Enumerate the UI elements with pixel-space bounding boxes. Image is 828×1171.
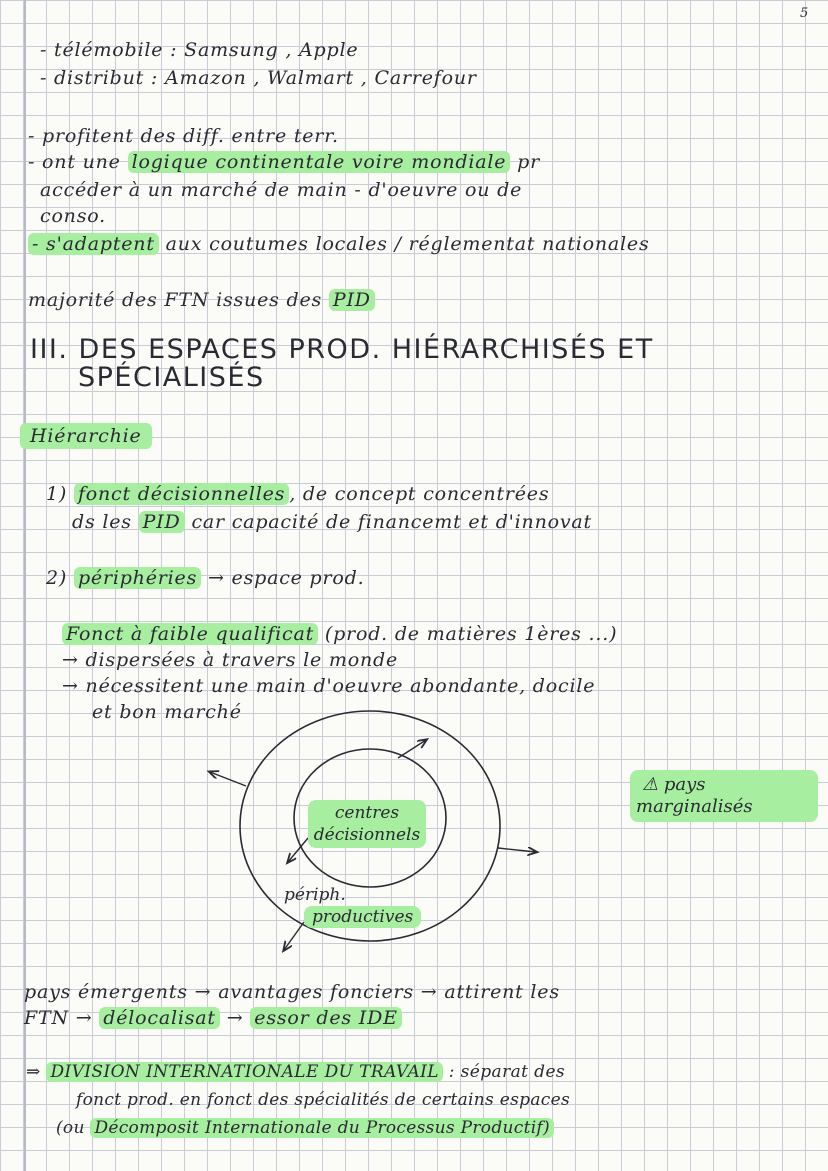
- highlight-peripheries: périphéries: [74, 567, 201, 589]
- text-line-3: - profitent des diff. entre terr.: [28, 125, 339, 147]
- warning-note: [630, 770, 818, 822]
- highlight-s-adaptent: - s'adaptent: [28, 233, 159, 255]
- text-line-6: conso.: [40, 205, 107, 227]
- center-label-line-2: décisionnels: [313, 825, 421, 845]
- highlight-pid-2: PID: [139, 511, 185, 533]
- text-line-8: [28, 288, 375, 312]
- text-line-7: [28, 232, 650, 256]
- point-2-number: 2): [46, 567, 68, 589]
- warning-note-line-1: ⚠ pays: [642, 774, 706, 795]
- highlight-delocalisat: délocalisat: [99, 1007, 220, 1029]
- outer-label-line-1: périph.: [284, 885, 346, 905]
- bottom-line-2-pre: FTN →: [24, 1007, 93, 1029]
- bottom-line-3-post: : séparat des: [448, 1062, 566, 1082]
- highlight-pid: PID: [329, 289, 375, 311]
- section-title-line-1: III. DES ESPACES PROD. HIÉRARCHISÉS ET: [30, 334, 654, 365]
- text-line-5: accéder à un marché de main - d'oeuvre ou de: [40, 179, 523, 201]
- point-1-number: 1): [46, 483, 68, 505]
- bottom-line-2-mid: →: [226, 1007, 244, 1029]
- text-line-4-pre: - ont une: [28, 151, 121, 173]
- point-1-post: , de concept concentrées: [289, 483, 550, 505]
- highlight-logique: logique continentale voire mondiale: [128, 151, 511, 173]
- warning-note-line-2: marginalisés: [636, 796, 753, 817]
- arrow-inner-up: [398, 740, 426, 758]
- point-2-line-3: → dispersées à travers le monde: [62, 649, 398, 671]
- point-2-line-4: → nécessitent une main d'oeuvre abondante, docile: [62, 675, 596, 697]
- highlight-essor-ide: essor des IDE: [250, 1007, 402, 1029]
- highlight-faible-qualificat: Fonct à faible qualificat: [62, 623, 318, 645]
- point-1-line-2-pre: ds les: [72, 511, 132, 533]
- arrow-outer-left: [210, 772, 246, 786]
- point-1-line-1: [46, 482, 549, 506]
- subheading-hierarchie: [20, 424, 152, 448]
- center-label-line-1: centres: [334, 803, 400, 823]
- point-1-line-2: [72, 510, 592, 534]
- highlight-hierarchie: Hiérarchie: [20, 423, 152, 449]
- bottom-line-5-pre: (ou: [56, 1118, 85, 1138]
- point-2-line-5: et bon marché: [92, 701, 242, 723]
- text-line-4-post: pr: [517, 151, 540, 173]
- point-2-line-1: [46, 566, 364, 590]
- outer-label-line-2: productives: [304, 906, 421, 928]
- bottom-line-5: [56, 1116, 554, 1140]
- text-line-7-post: aux coutumes locales / réglementat nationales: [165, 233, 650, 255]
- center-label: [308, 800, 426, 848]
- point-2-line-2-post: (prod. de matières 1ères ...): [324, 623, 618, 645]
- bottom-line-1: pays émergents → avantages fonciers → attirent les: [24, 981, 560, 1003]
- bottom-line-4: fonct prod. en fonct des spécialités de certains espaces: [76, 1090, 570, 1110]
- concentric-diagram: [180, 700, 560, 964]
- point-2-line-2: [62, 622, 617, 646]
- point-1-line-2-post: car capacité de financemt et d'innovat: [191, 511, 592, 533]
- section-title-line-2: SPÉCIALISÉS: [78, 362, 265, 393]
- bottom-line-3-pre: ⇒: [26, 1062, 41, 1082]
- arrow-outer-right: [498, 848, 536, 852]
- highlight-decomposit: Décomposit Internationale du Processus Productif): [90, 1118, 554, 1138]
- page-number: 5: [800, 6, 809, 21]
- highlight-division-internationale: DIVISION INTERNATIONALE DU TRAVAIL: [46, 1062, 442, 1082]
- bottom-line-2: [24, 1006, 402, 1030]
- text-line-8-pre: majorité des FTN issues des: [28, 289, 323, 311]
- text-line-2: - distribut : Amazon , Walmart , Carrefour: [40, 67, 477, 89]
- point-2-post: → espace prod.: [207, 567, 365, 589]
- text-line-4: [28, 150, 540, 174]
- outer-label: [284, 884, 421, 928]
- highlight-fonct-decisionnelles: fonct décisionnelles: [74, 483, 289, 505]
- bottom-line-3: [26, 1060, 565, 1084]
- text-line-1: - télémobile : Samsung , Apple: [40, 39, 359, 61]
